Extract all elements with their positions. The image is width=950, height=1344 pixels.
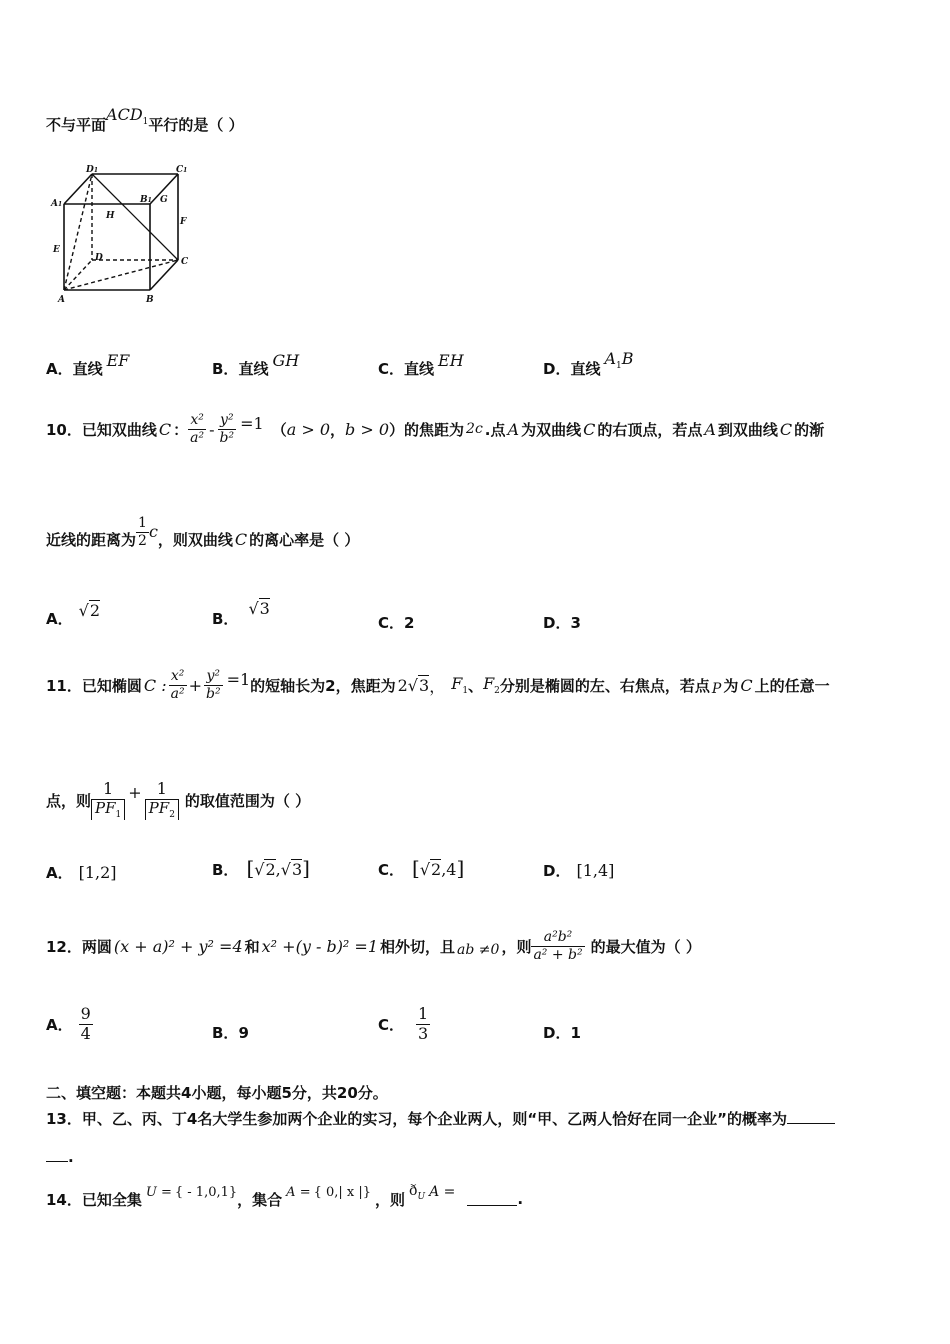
q11-line1: 11． 已知椭圆 C : $\frac{\text{x²}}{\text{a²}}$ + $\frac{\text{y²}}{\text{b²}}$ =1 的短轴长为2，焦距为 2√3 ， $F_1$ 、 $F_2$ 分别是椭圆的左、右焦点，若点 P 为 C 上的任意一 bbox=[46, 668, 830, 702]
edge-a1-d1 bbox=[64, 174, 92, 204]
label-g: G bbox=[160, 195, 168, 205]
q10-half: $\frac{1}{2}$ bbox=[138, 515, 147, 549]
q14-line: 14． 已知全集 U = { - 1,0,1} ，集合 A = { 0,| x |} ，则 $ð_U$ A = . bbox=[46, 1182, 524, 1209]
label-h: H bbox=[106, 211, 115, 221]
diag-a-d1 bbox=[64, 174, 92, 290]
q11-option-b[interactable]: B． [√2,√3] bbox=[212, 856, 310, 880]
q11-line2: 点，则 $\frac{1}{PF_1}$ + $\frac{1}{PF_2}$ 的取值范围为（ ） bbox=[46, 779, 311, 820]
q12-option-b[interactable]: B．9 bbox=[212, 1024, 249, 1042]
q9-option-a[interactable]: A．直线 EF bbox=[46, 351, 130, 378]
q10-frac-x: $\frac{\text{x²}}{\text{a²}}$ bbox=[190, 412, 205, 446]
q11-frac-pf2: $\frac{1}{PF_2}$ bbox=[145, 780, 179, 820]
q12-line: 12． 两圆 (x + a)² + y² =4 和 x² +(y - b)² =1 相外切，且 ab ≠0 ，则 $\frac{\text{a²b²}}{\text{a² + b²}}$ 的最大值为（ ） bbox=[46, 929, 701, 963]
q11-option-a[interactable]: A． [1,2] bbox=[46, 863, 117, 882]
q10-option-d[interactable]: D．3 bbox=[543, 614, 581, 632]
q9-plane: $ACD_1$ bbox=[106, 105, 149, 128]
label-b: B bbox=[146, 295, 154, 305]
edge-b-c bbox=[150, 260, 178, 290]
q10-option-a[interactable]: A． √2 bbox=[46, 601, 100, 628]
label-f: F bbox=[180, 217, 187, 227]
q10-frac-y: $\frac{\text{y²}}{\text{b²}}$ bbox=[219, 412, 235, 446]
label-a: A bbox=[58, 295, 65, 305]
label-a1: A1 bbox=[51, 199, 63, 209]
label-e: E bbox=[53, 245, 60, 255]
q9-option-c[interactable]: C．直线 EH bbox=[378, 351, 464, 378]
q13-line1: 13．甲、乙、丙、丁4名大学生参加两个企业的实习，每个企业两人，则“甲、乙两人恰好在同一企业”的概率为 bbox=[46, 1108, 835, 1129]
q10-line1: 10． 已知双曲线 C ： $\frac{\text{x²}}{\text{a²}}$ - $\frac{\text{y²}}{\text{b²}}$ =1 （ a > 0 ， b > 0 ）的焦距为 2c .点 A 为双曲线 C 的右顶点，若点 A 到双曲线 C 的渐 bbox=[46, 412, 825, 446]
q10-option-c[interactable]: C．2 bbox=[378, 614, 415, 632]
cube-figure bbox=[48, 162, 198, 310]
label-d: D bbox=[95, 253, 103, 263]
q9-stem: 不与平面$ACD_1$平行的是（ ） bbox=[46, 105, 244, 134]
label-c: C bbox=[181, 257, 189, 267]
q11-option-d[interactable]: D． [1,4] bbox=[543, 861, 615, 880]
label-d1: D1 bbox=[86, 165, 98, 175]
q9-option-b[interactable]: B．直线 GH bbox=[212, 351, 300, 378]
q13-answer-blank-cont[interactable] bbox=[46, 1161, 68, 1162]
diag-a-c bbox=[64, 260, 178, 290]
label-b1: B1 bbox=[140, 195, 152, 205]
q12-frac: $\frac{\text{a²b²}}{\text{a² + b²}}$ bbox=[533, 929, 583, 963]
q13-line2: . bbox=[46, 1148, 74, 1166]
q11-frac-pf1: $\frac{1}{PF_1}$ bbox=[91, 780, 125, 820]
q10-option-b[interactable]: B．√3 bbox=[212, 599, 270, 628]
q9-option-d[interactable]: D．直线$A_1B$ bbox=[543, 349, 634, 378]
q14-answer-blank[interactable] bbox=[467, 1205, 517, 1206]
q11-option-c[interactable]: C． [√2,4] bbox=[378, 856, 465, 880]
q10-line2: 近线的距离为 $\frac{1}{2}$ c ，则双曲线 C 的离心率是（ ） bbox=[46, 515, 360, 549]
label-c1: C1 bbox=[176, 165, 188, 175]
q12-option-a[interactable]: A． $\frac{9}{4}$ bbox=[46, 1004, 91, 1043]
section-heading: 二、填空题：本题共4小题，每小题5分，共20分。 bbox=[46, 1084, 388, 1102]
q12-option-d[interactable]: D．1 bbox=[543, 1024, 581, 1042]
q12-option-c[interactable]: C． $\frac{1}{3}$ bbox=[378, 1004, 429, 1043]
q13-answer-blank[interactable] bbox=[787, 1123, 835, 1124]
